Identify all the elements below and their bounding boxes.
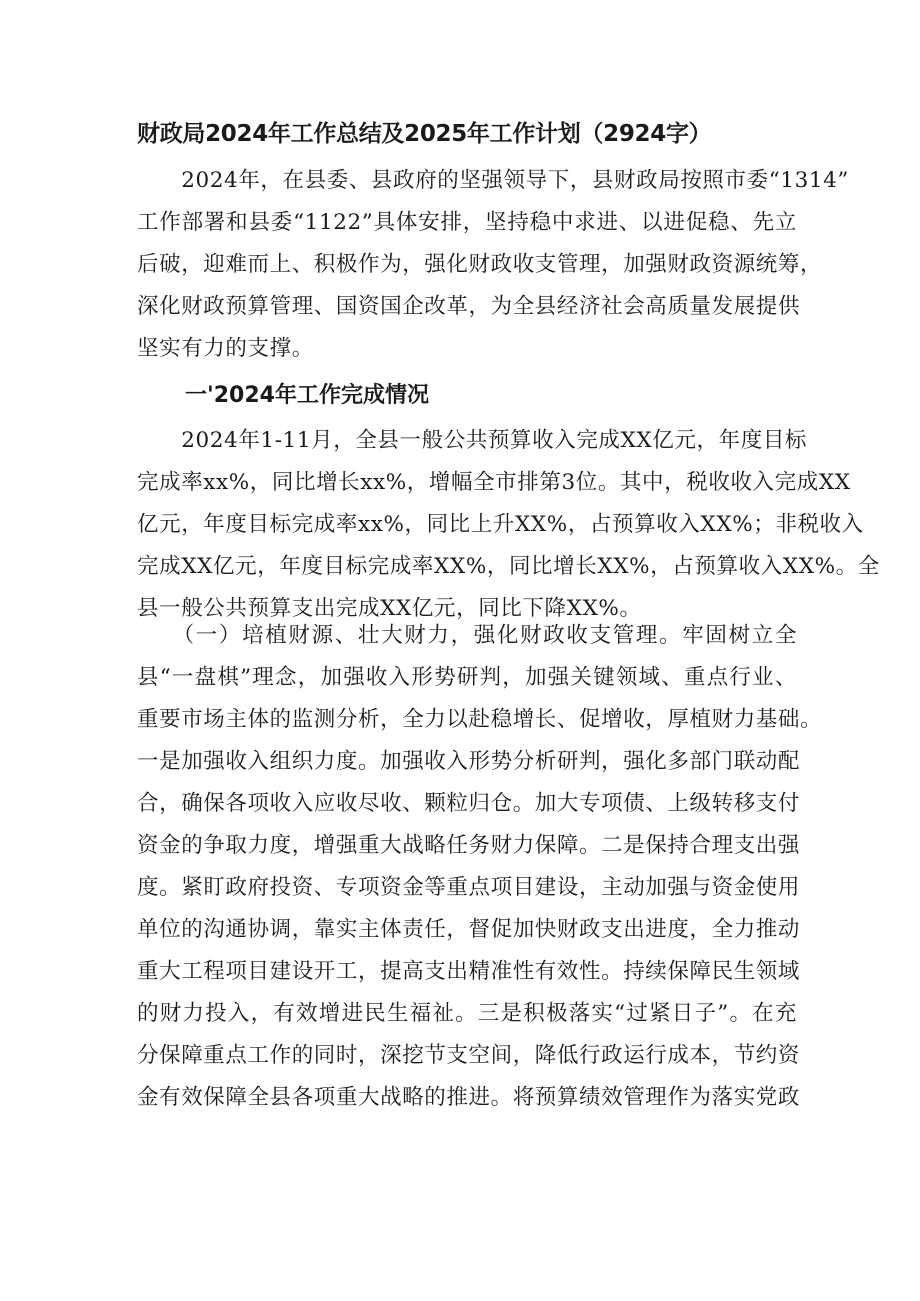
subsection-line: 县“一盘棋”理念，加强收入形势研判，加强关键领域、重点行业、 (137, 665, 797, 690)
subsection-line: 单位的沟通协调，靠实主体责任，督促加快财政支出进度，全力推动 (137, 917, 801, 942)
subsection-line: 重大工程项目建设开工，提高支出精准性有效性。持续保障民生领域 (137, 959, 801, 984)
summary-line: 2024年1-11月，全县一般公共预算收入完成XX亿元，年度目标 (137, 428, 808, 453)
subsection-line: 金有效保障全县各项重大战略的推进。将预算绩效管理作为落实党政 (137, 1085, 801, 1110)
intro-line: 2024年，在县委、县政府的坚强领导下，县财政局按照市委“1314” (137, 168, 850, 193)
intro-line: 深化财政预算管理、国资国企改革，为全县经济社会高质量发展提供 (137, 294, 801, 319)
intro-line: 坚实有力的支撑。 (137, 336, 314, 361)
subsection-line: （一）培植财源、壮大财力，强化财政收支管理。牢固树立全 (137, 623, 797, 648)
subsection-line: 度。紧盯政府投资、专项资金等重点项目建设，主动加强与资金使用 (137, 875, 801, 900)
subsection-line: 资金的争取力度，增强重大战略任务财力保障。二是保持合理支出强 (137, 833, 801, 858)
subsection-line: 合，确保各项收入应收尽收、颗粒归仓。加大专项债、上级转移支付 (137, 791, 801, 816)
section-heading: 一'2024年工作完成情况 (185, 383, 429, 408)
summary-line: 亿元，年度目标完成率xx%，同比上升XX%，占预算收入XX%；非税收入 (137, 512, 864, 537)
document-title: 财政局2024年工作总结及2025年工作计划（2924字） (137, 121, 712, 147)
summary-paragraph (137, 420, 880, 630)
intro-paragraph (137, 160, 850, 370)
intro-line: 工作部署和县委“1122”具体安排，坚持稳中求进、以进促稳、先立 (137, 210, 797, 235)
subsection-line: 一是加强收入组织力度。加强收入形势分析研判，强化多部门联动配 (137, 749, 801, 774)
intro-line: 后破，迎难而上、积极作为，强化财政收支管理，加强财政资源统筹， (137, 252, 823, 277)
subsection-paragraph (137, 615, 823, 1119)
subsection-line: 分保障重点工作的同时，深挖节支空间，降低行政运行成本，节约资 (137, 1043, 801, 1068)
subsection-line: 重要市场主体的监测分析，全力以赴稳增长、促增收，厚植财力基础。 (137, 707, 823, 732)
summary-line: 完成XX亿元，年度目标完成率XX%，同比增长XX%，占预算收入XX%。全 (137, 554, 880, 579)
summary-line: 县一般公共预算支出完成XX亿元，同比下降XX%。 (137, 596, 642, 621)
subsection-line: 的财力投入，有效增进民生福祉。三是积极落实“过紧日子”。在充 (137, 1001, 797, 1026)
summary-line: 完成率xx%，同比增长xx%，增幅全市排第3位。其中，税收收入完成XX (137, 470, 851, 495)
